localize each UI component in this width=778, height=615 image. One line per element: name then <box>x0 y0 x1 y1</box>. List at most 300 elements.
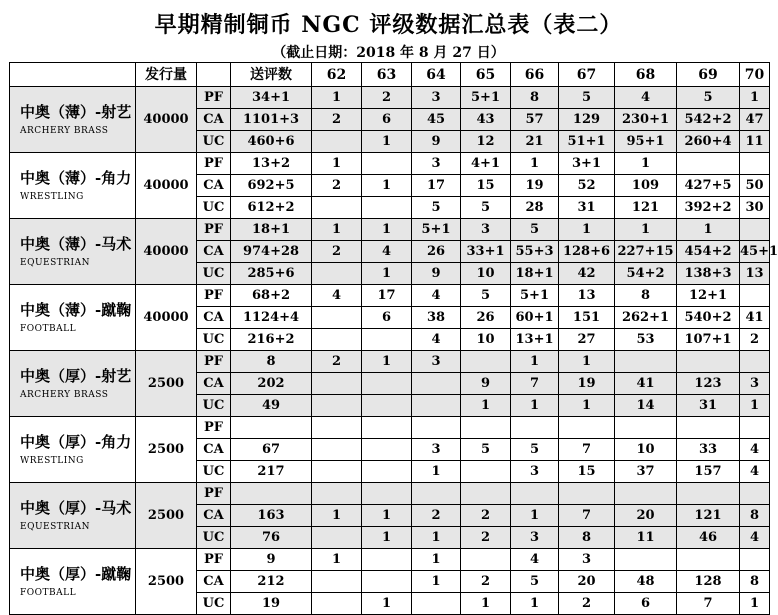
coin-name-cn: 中奥（厚）-蹴鞠 <box>20 564 132 583</box>
issue-quantity: 40000 <box>136 219 197 285</box>
grade-count-69 <box>677 549 740 571</box>
grade-count-64: 4 <box>412 285 461 307</box>
finish-type: PF <box>197 483 231 505</box>
grade-count-63 <box>362 571 412 593</box>
grade-count-69: 138+3 <box>677 263 740 285</box>
grade-count-69: 157 <box>677 461 740 483</box>
header-grade-67: 67 <box>559 63 615 87</box>
coin-name-cell <box>10 483 136 549</box>
grade-count-67: 20 <box>559 571 615 593</box>
grade-count-68: 11 <box>615 527 677 549</box>
grade-count-66: 3 <box>511 461 559 483</box>
grade-count-63: 17 <box>362 285 412 307</box>
grade-count-68: 121 <box>615 197 677 219</box>
grade-count-69: 1 <box>677 219 740 241</box>
grade-count-65: 5+1 <box>461 87 511 109</box>
grade-count-63 <box>362 461 412 483</box>
submitted-count: 8 <box>231 351 312 373</box>
grade-count-62 <box>312 483 362 505</box>
grade-count-66 <box>511 417 559 439</box>
coin-name-cell <box>10 417 136 483</box>
grade-count-68: 14 <box>615 395 677 417</box>
grade-count-65: 5 <box>461 197 511 219</box>
submitted-count: 1101+3 <box>231 109 312 131</box>
grade-count-63 <box>362 549 412 571</box>
grade-count-67: 8 <box>559 527 615 549</box>
grade-count-69: 392+2 <box>677 197 740 219</box>
submitted-count: 49 <box>231 395 312 417</box>
grade-count-64: 1 <box>412 527 461 549</box>
grade-count-63 <box>362 153 412 175</box>
grade-count-66: 5 <box>511 439 559 461</box>
finish-type: CA <box>197 505 231 527</box>
grade-count-66: 1 <box>511 351 559 373</box>
grade-count-62: 1 <box>312 549 362 571</box>
grade-count-69: 7 <box>677 593 740 615</box>
coin-name-en: EQUESTRIAN <box>20 521 90 532</box>
grade-count-67: 2 <box>559 593 615 615</box>
grade-count-64: 45 <box>412 109 461 131</box>
finish-type: PF <box>197 417 231 439</box>
grade-count-64: 38 <box>412 307 461 329</box>
grade-count-64 <box>412 373 461 395</box>
grade-count-68: 54+2 <box>615 263 677 285</box>
grade-count-64: 26 <box>412 241 461 263</box>
grade-count-70 <box>740 219 770 241</box>
coin-name-cell <box>10 153 136 219</box>
grade-count-70 <box>740 285 770 307</box>
finish-type: PF <box>197 153 231 175</box>
issue-quantity: 2500 <box>136 351 197 417</box>
table-row <box>10 483 770 505</box>
finish-type: UC <box>197 197 231 219</box>
grade-count-66: 28 <box>511 197 559 219</box>
grade-count-65: 2 <box>461 571 511 593</box>
grade-count-63 <box>362 417 412 439</box>
submitted-count: 13+2 <box>231 153 312 175</box>
grade-count-68: 53 <box>615 329 677 351</box>
grade-count-64: 9 <box>412 263 461 285</box>
coin-name-cn: 中奥（薄）-蹴鞠 <box>20 300 132 319</box>
submitted-count: 34+1 <box>231 87 312 109</box>
header-grade-63: 63 <box>362 63 412 87</box>
grade-count-69: 121 <box>677 505 740 527</box>
submitted-count: 163 <box>231 505 312 527</box>
grade-count-65: 4+1 <box>461 153 511 175</box>
coin-name-cn: 中奥（薄）-马术 <box>20 234 132 253</box>
grade-count-70: 50 <box>740 175 770 197</box>
grade-count-64: 9 <box>412 131 461 153</box>
grade-count-63: 6 <box>362 307 412 329</box>
grade-count-66: 1 <box>511 395 559 417</box>
grade-count-66: 21 <box>511 131 559 153</box>
coin-name-cn: 中奥（薄）-角力 <box>20 168 132 187</box>
finish-type: PF <box>197 219 231 241</box>
grade-count-63: 2 <box>362 87 412 109</box>
finish-type: UC <box>197 461 231 483</box>
grade-count-64 <box>412 483 461 505</box>
grade-count-68 <box>615 549 677 571</box>
submitted-count: 202 <box>231 373 312 395</box>
finish-type: UC <box>197 527 231 549</box>
grade-count-69 <box>677 153 740 175</box>
grade-count-68: 262+1 <box>615 307 677 329</box>
header-type-blank <box>197 63 231 87</box>
finish-type: PF <box>197 285 231 307</box>
grade-count-69 <box>677 483 740 505</box>
grade-count-64: 3 <box>412 351 461 373</box>
finish-type: PF <box>197 351 231 373</box>
table-row <box>10 351 770 373</box>
grade-count-64: 1 <box>412 571 461 593</box>
grade-count-67: 129 <box>559 109 615 131</box>
grade-count-70: 1 <box>740 593 770 615</box>
grade-count-65: 2 <box>461 527 511 549</box>
coin-name-cell <box>10 87 136 153</box>
grade-count-65: 12 <box>461 131 511 153</box>
grade-count-69: 260+4 <box>677 131 740 153</box>
grade-count-69: 123 <box>677 373 740 395</box>
grade-count-70: 1 <box>740 87 770 109</box>
grade-count-65: 26 <box>461 307 511 329</box>
grade-count-70: 8 <box>740 505 770 527</box>
finish-type: CA <box>197 175 231 197</box>
submitted-count: 1124+4 <box>231 307 312 329</box>
grade-count-63: 1 <box>362 219 412 241</box>
submitted-count: 212 <box>231 571 312 593</box>
submitted-count: 612+2 <box>231 197 312 219</box>
grade-count-70: 13 <box>740 263 770 285</box>
grade-count-67: 128+6 <box>559 241 615 263</box>
grade-count-68: 230+1 <box>615 109 677 131</box>
grade-count-67: 19 <box>559 373 615 395</box>
grade-count-65: 5 <box>461 285 511 307</box>
issue-quantity: 2500 <box>136 549 197 615</box>
submitted-count: 460+6 <box>231 131 312 153</box>
coin-name-en: WRESTLING <box>20 191 84 202</box>
grade-count-69: 427+5 <box>677 175 740 197</box>
grade-count-65: 10 <box>461 263 511 285</box>
grade-count-62 <box>312 329 362 351</box>
grade-count-68: 10 <box>615 439 677 461</box>
grade-count-66: 5 <box>511 219 559 241</box>
grade-count-70: 1 <box>740 395 770 417</box>
finish-type: UC <box>197 395 231 417</box>
grade-count-68 <box>615 417 677 439</box>
grade-count-67: 3 <box>559 549 615 571</box>
grade-count-63 <box>362 395 412 417</box>
grade-count-65: 5 <box>461 439 511 461</box>
coin-name-en: WRESTLING <box>20 455 84 466</box>
header-grade-70: 70 <box>740 63 770 87</box>
submitted-count: 692+5 <box>231 175 312 197</box>
header-issue-quantity: 发行量 <box>136 63 197 87</box>
grade-count-66: 5+1 <box>511 285 559 307</box>
grade-count-64: 3 <box>412 439 461 461</box>
grade-count-63 <box>362 483 412 505</box>
grade-count-63: 1 <box>362 505 412 527</box>
issue-quantity: 2500 <box>136 483 197 549</box>
grade-count-65: 2 <box>461 505 511 527</box>
grade-count-62: 1 <box>312 153 362 175</box>
grade-count-65 <box>461 549 511 571</box>
grade-count-69: 454+2 <box>677 241 740 263</box>
grade-count-65: 3 <box>461 219 511 241</box>
grade-count-62 <box>312 527 362 549</box>
grade-count-65: 1 <box>461 395 511 417</box>
grade-count-65: 9 <box>461 373 511 395</box>
finish-type: PF <box>197 87 231 109</box>
grade-count-66: 13+1 <box>511 329 559 351</box>
grade-count-62 <box>312 373 362 395</box>
finish-type: CA <box>197 439 231 461</box>
finish-type: UC <box>197 329 231 351</box>
coin-name-cell <box>10 549 136 615</box>
grade-count-62: 2 <box>312 351 362 373</box>
issue-quantity: 40000 <box>136 87 197 153</box>
grade-count-68: 48 <box>615 571 677 593</box>
grade-count-70 <box>740 153 770 175</box>
grade-count-70: 4 <box>740 461 770 483</box>
grade-count-63: 6 <box>362 109 412 131</box>
ngc-grading-table <box>9 62 778 615</box>
grade-count-66 <box>511 483 559 505</box>
coin-name-cn: 中奥（厚）-马术 <box>20 498 132 517</box>
grade-count-70: 4 <box>740 527 770 549</box>
grade-count-64 <box>412 395 461 417</box>
table-row <box>10 87 770 109</box>
grade-count-64: 1 <box>412 461 461 483</box>
grade-count-66: 19 <box>511 175 559 197</box>
grade-count-70 <box>740 351 770 373</box>
grade-count-63: 1 <box>362 593 412 615</box>
header-row <box>10 63 770 87</box>
grade-count-67: 42 <box>559 263 615 285</box>
finish-type: CA <box>197 307 231 329</box>
grade-count-64 <box>412 593 461 615</box>
submitted-count: 217 <box>231 461 312 483</box>
grade-count-69: 46 <box>677 527 740 549</box>
header-grade-62: 62 <box>312 63 362 87</box>
grade-count-67: 1 <box>559 219 615 241</box>
grade-count-64: 3 <box>412 87 461 109</box>
header-grade-68: 68 <box>615 63 677 87</box>
grade-count-63: 1 <box>362 351 412 373</box>
grade-count-66: 7 <box>511 373 559 395</box>
grade-count-67: 13 <box>559 285 615 307</box>
grade-count-68: 20 <box>615 505 677 527</box>
grade-count-62 <box>312 395 362 417</box>
submitted-count: 9 <box>231 549 312 571</box>
grade-count-65: 15 <box>461 175 511 197</box>
grade-count-64: 3 <box>412 153 461 175</box>
grade-count-63: 4 <box>362 241 412 263</box>
grade-count-66: 1 <box>511 153 559 175</box>
grade-count-62 <box>312 307 362 329</box>
grade-count-69 <box>677 351 740 373</box>
grade-count-67 <box>559 417 615 439</box>
submitted-count: 67 <box>231 439 312 461</box>
grade-count-64: 5+1 <box>412 219 461 241</box>
grade-count-65: 33+1 <box>461 241 511 263</box>
grade-count-64: 2 <box>412 505 461 527</box>
submitted-count: 19 <box>231 593 312 615</box>
grade-count-63: 1 <box>362 263 412 285</box>
grade-count-68: 37 <box>615 461 677 483</box>
header-grade-64: 64 <box>412 63 461 87</box>
grade-count-66: 3 <box>511 527 559 549</box>
coin-name-cell <box>10 351 136 417</box>
coin-name-cell <box>10 285 136 351</box>
cutoff-date: （截止日期：2018 年 8 月 27 日） <box>272 45 505 61</box>
grade-count-70 <box>740 417 770 439</box>
grade-count-64 <box>412 417 461 439</box>
grade-count-63 <box>362 439 412 461</box>
grade-count-65 <box>461 351 511 373</box>
submitted-count: 68+2 <box>231 285 312 307</box>
grade-count-67: 15 <box>559 461 615 483</box>
grade-count-65: 10 <box>461 329 511 351</box>
coin-name-cn: 中奥（厚）-角力 <box>20 432 132 451</box>
grade-count-63 <box>362 373 412 395</box>
grade-count-70: 30 <box>740 197 770 219</box>
grade-count-63 <box>362 197 412 219</box>
page-title: 早期精制铜币 NGC 评级数据汇总表（表二） <box>154 12 623 38</box>
finish-type: UC <box>197 263 231 285</box>
grade-count-63: 1 <box>362 131 412 153</box>
grade-count-70: 47 <box>740 109 770 131</box>
grade-count-62: 2 <box>312 241 362 263</box>
coin-name-cn: 中奥（薄）-射艺 <box>20 102 132 121</box>
grade-count-66: 18+1 <box>511 263 559 285</box>
finish-type: CA <box>197 241 231 263</box>
grade-count-66: 1 <box>511 505 559 527</box>
grade-count-68: 4 <box>615 87 677 109</box>
issue-quantity: 2500 <box>136 417 197 483</box>
grade-count-67: 1 <box>559 351 615 373</box>
grade-count-67: 1 <box>559 395 615 417</box>
grade-count-67: 27 <box>559 329 615 351</box>
grade-count-69: 128 <box>677 571 740 593</box>
coin-name-en: FOOTBALL <box>20 323 77 334</box>
grade-count-62 <box>312 131 362 153</box>
grade-count-70: 41 <box>740 307 770 329</box>
grade-count-70 <box>740 549 770 571</box>
submitted-count: 18+1 <box>231 219 312 241</box>
submitted-count: 974+28 <box>231 241 312 263</box>
grade-count-62 <box>312 571 362 593</box>
grade-count-68: 227+15 <box>615 241 677 263</box>
grade-count-67: 7 <box>559 439 615 461</box>
grade-count-69: 33 <box>677 439 740 461</box>
submitted-count <box>231 483 312 505</box>
grade-count-68: 1 <box>615 153 677 175</box>
grade-count-70: 3 <box>740 373 770 395</box>
coin-name-cn: 中奥（厚）-射艺 <box>20 366 132 385</box>
grade-count-62: 1 <box>312 219 362 241</box>
grade-count-65 <box>461 461 511 483</box>
grade-count-62 <box>312 593 362 615</box>
grade-count-70: 8 <box>740 571 770 593</box>
grade-count-69: 5 <box>677 87 740 109</box>
coin-name-en: EQUESTRIAN <box>20 257 90 268</box>
grade-count-69: 542+2 <box>677 109 740 131</box>
grade-count-68: 8 <box>615 285 677 307</box>
table-row <box>10 285 770 307</box>
grade-count-64: 4 <box>412 329 461 351</box>
coin-name-en: FOOTBALL <box>20 587 77 598</box>
grade-count-70: 11 <box>740 131 770 153</box>
grade-count-62: 1 <box>312 87 362 109</box>
grade-count-69 <box>677 417 740 439</box>
grade-count-62 <box>312 417 362 439</box>
grade-count-66: 8 <box>511 87 559 109</box>
grade-count-62: 2 <box>312 175 362 197</box>
coin-name-en: ARCHERY BRASS <box>20 125 109 136</box>
coin-name-en: ARCHERY BRASS <box>20 389 109 400</box>
grade-count-70 <box>740 483 770 505</box>
header-grade-66: 66 <box>511 63 559 87</box>
header-grade-69: 69 <box>677 63 740 87</box>
grade-count-65 <box>461 483 511 505</box>
grade-count-68: 41 <box>615 373 677 395</box>
grade-count-69: 31 <box>677 395 740 417</box>
grade-count-65 <box>461 417 511 439</box>
grade-count-67: 151 <box>559 307 615 329</box>
finish-type: UC <box>197 593 231 615</box>
grade-count-64: 5 <box>412 197 461 219</box>
finish-type: PF <box>197 549 231 571</box>
grade-count-66: 55+3 <box>511 241 559 263</box>
grade-count-62 <box>312 263 362 285</box>
submitted-count: 216+2 <box>231 329 312 351</box>
grade-count-70: 4 <box>740 439 770 461</box>
header-blank <box>10 63 136 87</box>
grade-count-67: 31 <box>559 197 615 219</box>
header-submitted: 送评数 <box>231 63 312 87</box>
grade-count-67: 51+1 <box>559 131 615 153</box>
grade-count-66: 5 <box>511 571 559 593</box>
submitted-count: 76 <box>231 527 312 549</box>
finish-type: CA <box>197 109 231 131</box>
submitted-count: 285+6 <box>231 263 312 285</box>
grade-count-62 <box>312 439 362 461</box>
grade-count-68 <box>615 351 677 373</box>
grade-count-67 <box>559 483 615 505</box>
grade-count-62 <box>312 461 362 483</box>
coin-name-cell <box>10 219 136 285</box>
grade-count-68: 95+1 <box>615 131 677 153</box>
issue-quantity: 40000 <box>136 285 197 351</box>
grade-count-67: 52 <box>559 175 615 197</box>
table-row <box>10 549 770 571</box>
grade-count-69: 540+2 <box>677 307 740 329</box>
grade-count-64: 1 <box>412 549 461 571</box>
grade-count-69: 107+1 <box>677 329 740 351</box>
grade-count-70: 2 <box>740 329 770 351</box>
grade-count-62 <box>312 197 362 219</box>
grade-count-68: 6 <box>615 593 677 615</box>
table-body <box>10 63 778 615</box>
grade-count-67: 7 <box>559 505 615 527</box>
grade-count-67: 3+1 <box>559 153 615 175</box>
grade-count-66: 1 <box>511 593 559 615</box>
grade-count-68: 109 <box>615 175 677 197</box>
grade-count-68 <box>615 483 677 505</box>
table-row <box>10 219 770 241</box>
issue-quantity: 40000 <box>136 153 197 219</box>
grade-count-67: 5 <box>559 87 615 109</box>
